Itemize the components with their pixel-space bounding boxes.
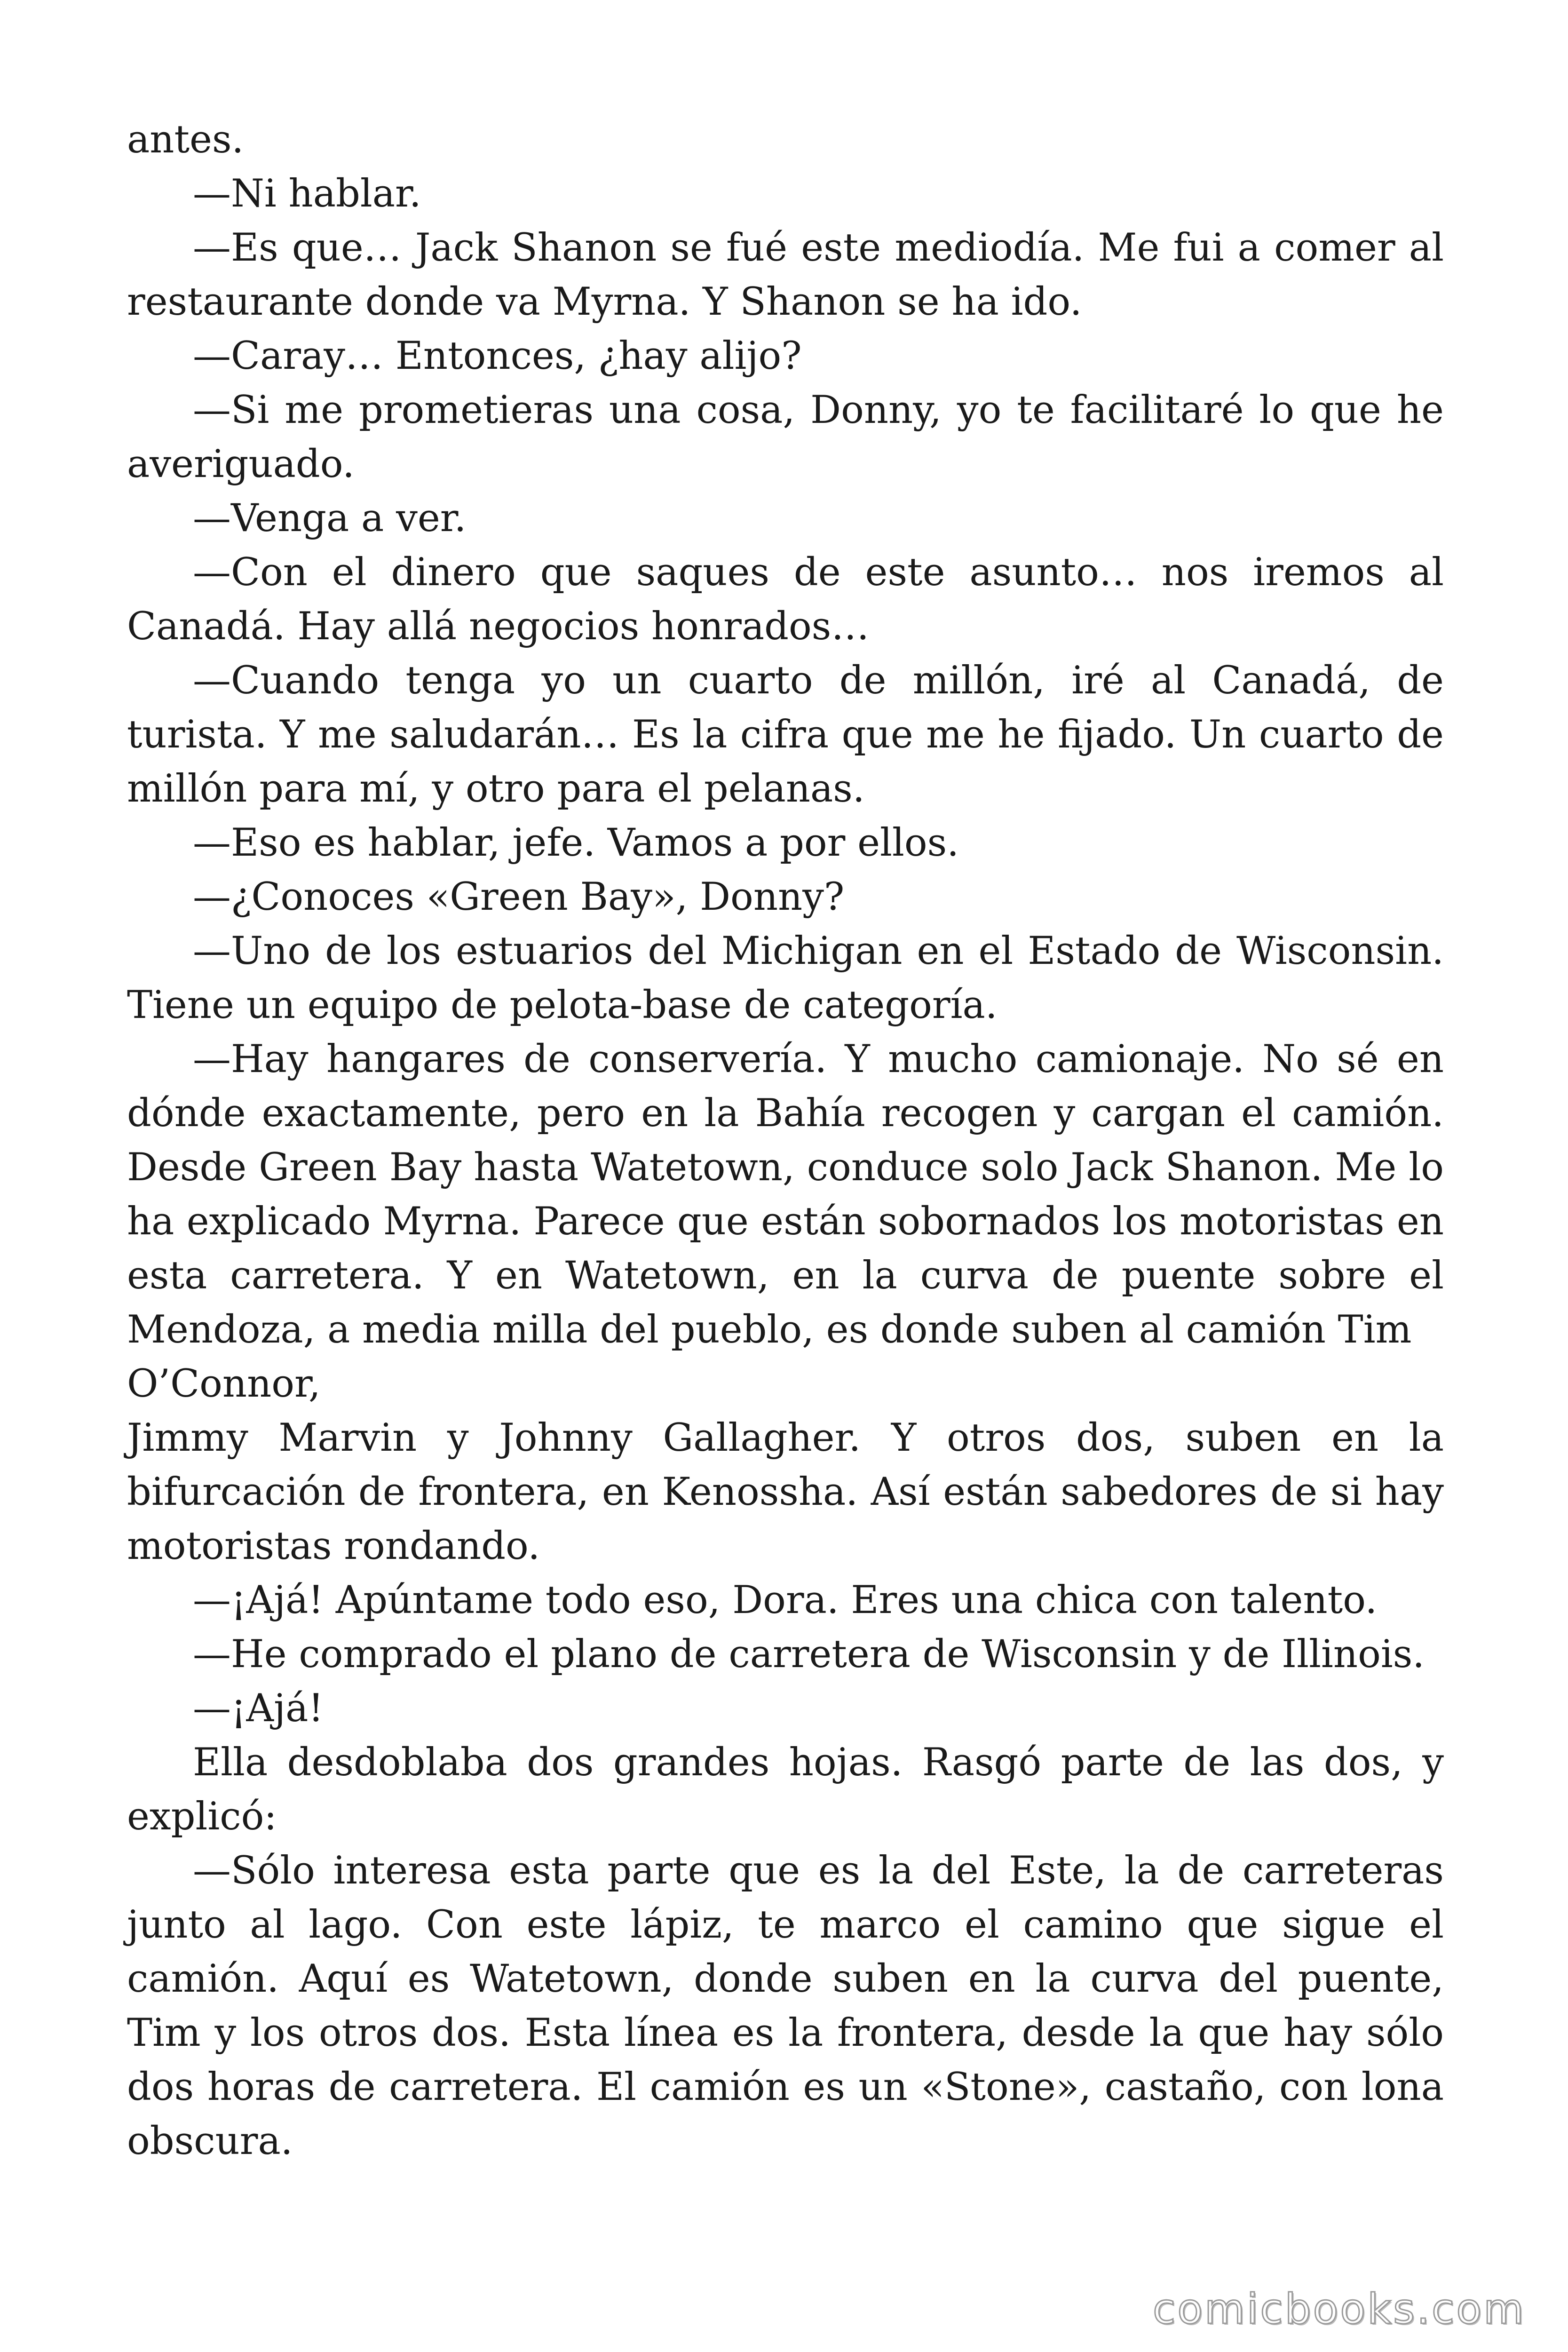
paragraph: —¿Conoces «Green Bay», Donny? [193,875,845,919]
paragraph: —Hay hangares de conservería. Y mucho camionaje. No sé en dónde exactamente, pero en la Bahía recogen y cargan el camión. Desde Green Bay hasta Watetown, conduce solo Jack Shanon. Me lo ha explicado Myrna. Parece que están sobornados los motoristas en esta carretera. Y en Watetown, en la curva de puente sobre el Mendoza, a media milla del pueblo, es donde suben al camión Tim [127,1037,1444,1352]
paragraph: —Eso es hablar, jefe. Vamos a por ellos. [193,821,959,865]
paragraph: —He comprado el plano de carretera de Wisconsin y de Illinois. [193,1632,1425,1677]
paragraph: antes. [127,118,244,162]
paragraph: —Ni hablar. [193,172,421,216]
paragraph: —Es que… Jack Shanon se fué este mediodía. Me fui a comer al restaurante donde va Myrna. Y Shanon se ha ido. [127,226,1444,324]
paragraph: —Con el dinero que saques de este asunto… nos iremos al Canadá. Hay allá negocios honrados… [127,550,1444,649]
paragraph: —¡Ajá! [193,1686,324,1731]
paragraph: Jimmy Marvin y Johnny Gallagher. Y otros dos, suben en la bifurcación de frontera, en Kenossha. Así están sabedores de si hay motoristas rondando. [127,1416,1444,1568]
paragraph: —Sólo interesa esta parte que es la del Este, la de carreteras junto al lago. Con este lápiz, te marco el camino que sigue el camión. Aquí es Watetown, donde suben en la curva del puente, Tim y los otros dos. Esta línea es la frontera, desde la que hay sólo dos horas de carretera. El camión es un «Stone», castaño, con lona obscura. [127,1849,1444,2163]
paragraph: —Caray… Entonces, ¿hay alijo? [193,334,802,378]
paragraph: —Cuando tenga yo un cuarto de millón, iré al Canadá, de turista. Y me saludarán… Es la cifra que me he fijado. Un cuarto de millón para mí, y otro para el pelanas. [127,659,1444,811]
paragraph: Ella desdoblaba dos grandes hojas. Rasgó parte de las dos, y explicó: [127,1740,1444,1839]
paragraph: —¡Ajá! Apúntame todo eso, Dora. Eres una chica con talento. [193,1578,1378,1622]
page-body [127,113,1444,2169]
paragraph: —Si me prometieras una cosa, Donny, yo te facilitaré lo que he averiguado. [127,388,1444,486]
paragraph: —Venga a ver. [193,496,467,540]
watermark: comicbooks.com [1152,2285,1526,2333]
paragraph: O’Connor, [127,1362,321,1406]
paragraph: —Uno de los estuarios del Michigan en el Estado de Wisconsin. Tiene un equipo de pelota-base de categoría. [127,929,1444,1027]
